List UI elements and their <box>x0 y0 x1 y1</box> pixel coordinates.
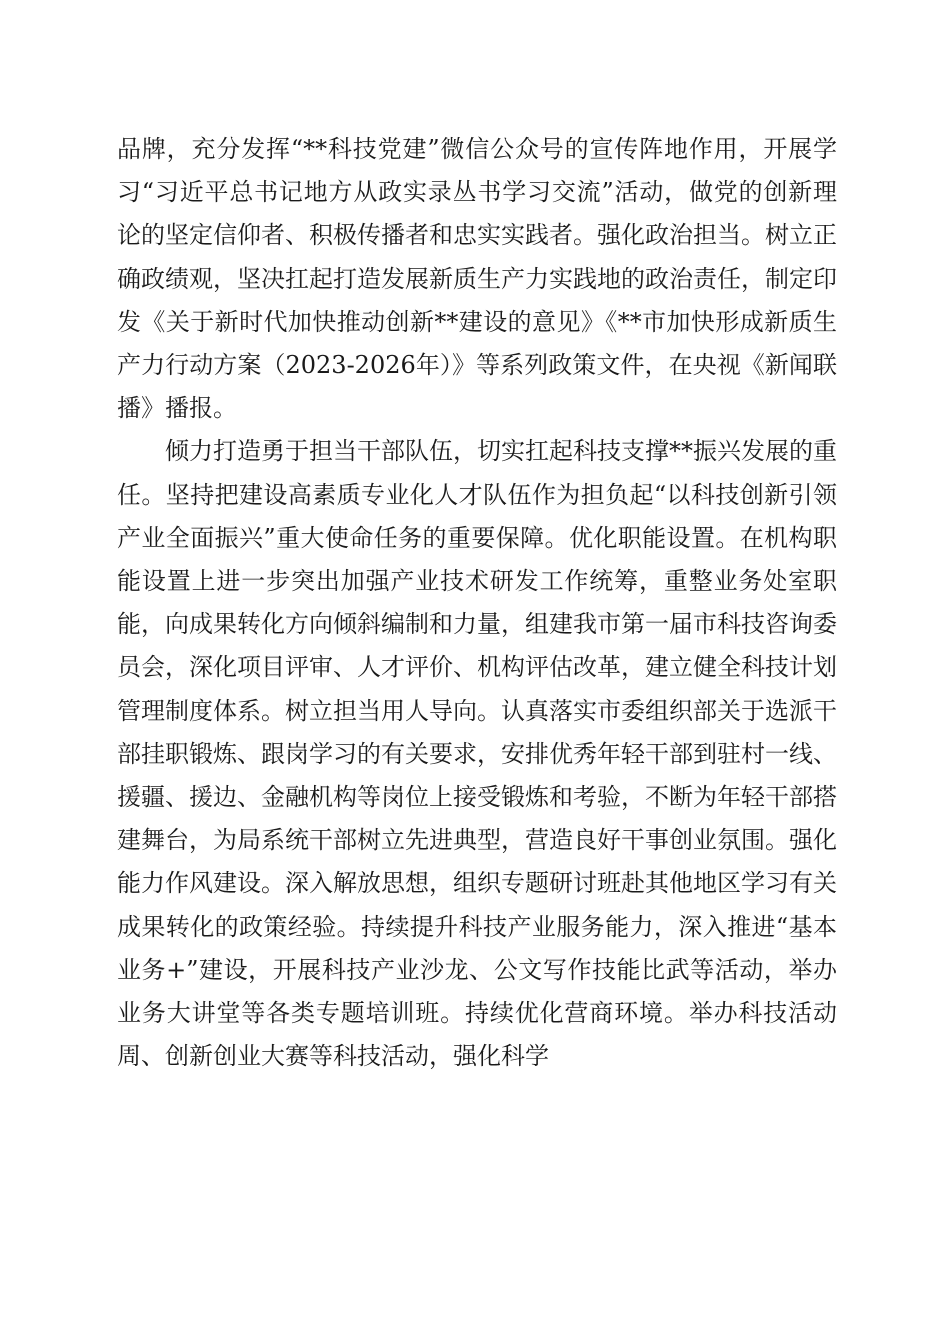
paragraph-cadre-team: 倾力打造勇于担当干部队伍，切实扛起科技支撑**振兴发展的重任。坚持把建设高素质专业化人才队伍作为担负起“以科技创新引领产业全面振兴”重大使命任务的重要保障。优化职能设置。在机构职能设置上进一步突出加强产业技术研发工作统筹，重整业务处室职能，向成果转化方向倾斜编制和力量，组建我市第一届市科技咨询委员会，深化项目评审、人才评价、机构评估改革，建立健全科技计划管理制度体系。树立担当用人导向。认真落实市委组织部关于选派干部挂职锻炼、跟岗学习的有关要求，安排优秀年轻干部到驻村一线、援疆、援边、金融机构等岗位上接受锻炼和考验，不断为年轻干部搭建舞台，为局系统干部树立先进典型，营造良好干事创业氛围。强化能力作风建设。深入解放思想，组织专题研讨班赴其他地区学习有关成果转化的政策经验。持续提升科技产业服务能力，深入推进“基本业务+”建设，开展科技产业沙龙、公文写作技能比武等活动，举办业务大讲堂等各类专题培训班。持续优化营商环境。举办科技活动周、创新创业大赛等科技活动，强化科学 <box>117 437 837 1071</box>
document-body <box>117 128 837 1078</box>
paragraph-continuation: 品牌，充分发挥“**科技党建”微信公众号的宣传阵地作用，开展学习“习近平总书记地方从政实录丛书学习交流”活动，做党的创新理论的坚定信仰者、积极传播者和忠实实践者。强化政治担当。树立正确政绩观，坚决扛起打造发展新质生产力实践地的政治责任，制定印发《关于新时代加快推动创新**建设的意见》《**市加快形成新质生产力行动方案（2023-2026年）》等系列政策文件，在央视《新闻联播》播报。 <box>117 135 837 423</box>
